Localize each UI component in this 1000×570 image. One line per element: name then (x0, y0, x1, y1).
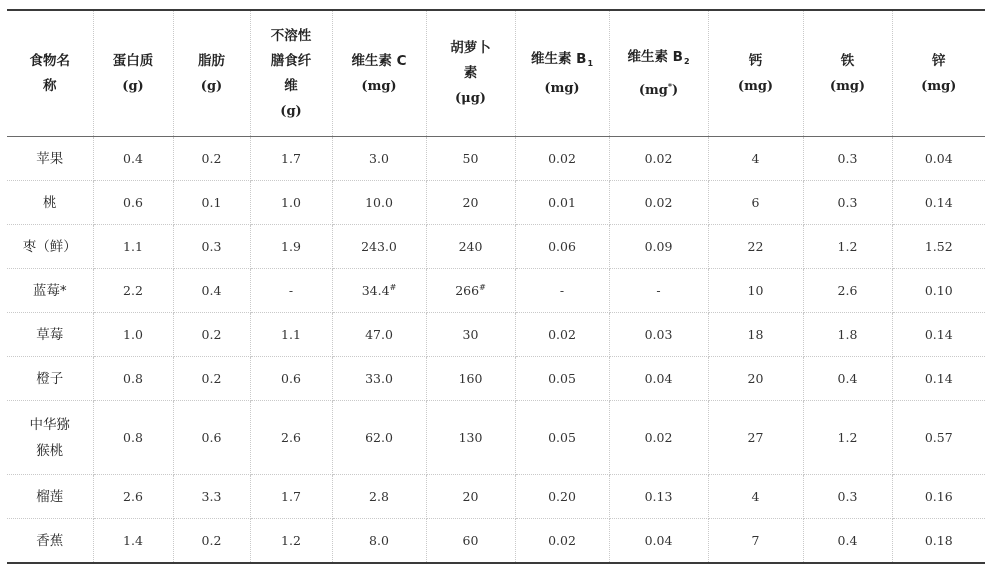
cell-protein (93, 519, 173, 564)
cell-vitamin-b2 (609, 137, 708, 181)
header-label (610, 45, 708, 74)
cell-vitamin-b2 (609, 225, 708, 269)
cell-vitamin-b2 (609, 401, 708, 475)
cell-value: - (288, 283, 294, 298)
cell-vitamin-b2 (609, 357, 708, 401)
cell-calcium (708, 313, 803, 357)
header-fat (173, 10, 250, 137)
cell-vitamin-b1 (515, 475, 609, 519)
cell-zinc (892, 401, 985, 475)
header-iron (803, 10, 892, 137)
cell-value: 0.2 (201, 371, 222, 386)
cell-carotene (426, 313, 515, 357)
header-label-text: 维生素 B (530, 50, 587, 67)
cell-value: 2.2 (123, 283, 143, 298)
cell-calcium (708, 519, 803, 564)
cell-value: 4 (751, 151, 760, 166)
cell-zinc (892, 181, 985, 225)
header-vitamin-c (332, 10, 426, 137)
cell-value: 1.1 (281, 327, 301, 342)
cell-insoluble-fiber (250, 225, 332, 269)
cell-carotene (426, 401, 515, 475)
cell-value: 1.52 (924, 239, 953, 254)
header-vitamin-b2 (609, 10, 708, 137)
cell-value: 0.10 (924, 283, 953, 298)
cell-value: 0.18 (924, 533, 953, 548)
cell-iron (803, 225, 892, 269)
cell-value: 0.8 (123, 430, 143, 445)
cell-value: 1.4 (123, 533, 143, 548)
cell-value: 0.4 (123, 151, 143, 166)
cell-value: 0.02 (548, 533, 576, 548)
header-unit: (g) (200, 78, 223, 94)
cell-value: 1.0 (281, 195, 301, 210)
cell-protein (93, 225, 173, 269)
header-unit: (g) (280, 103, 302, 119)
header-label: 食物名 (29, 52, 70, 69)
cell-value: 3.0 (369, 151, 389, 166)
cell-vitamin-c (332, 519, 426, 564)
cell-calcium (708, 181, 803, 225)
cell-value: 1.2 (837, 430, 858, 445)
cell-carotene (426, 357, 515, 401)
cell-iron (803, 313, 892, 357)
header-label: 脂肪 (198, 52, 225, 69)
cell-value: 0.2 (201, 151, 222, 166)
cell-fat (173, 475, 250, 519)
cell-calcium (708, 357, 803, 401)
cell-iron (803, 181, 892, 225)
header-label: 铁 (840, 52, 855, 69)
table-row (7, 225, 985, 269)
cell-vitamin-c (332, 475, 426, 519)
table-row (7, 313, 985, 357)
cell-value: 1.8 (837, 327, 858, 342)
cell-value: 20 (462, 489, 479, 504)
cell-vitamin-c (332, 269, 426, 313)
cell-value: 22 (747, 239, 764, 254)
cell-value: 0.6 (201, 430, 222, 445)
cell-protein (93, 269, 173, 313)
cell-value: 1.7 (281, 151, 301, 166)
cell-protein (93, 137, 173, 181)
cell-value: 160 (458, 371, 483, 386)
cell-value: 33.0 (365, 371, 393, 386)
header-label: 膳食纤 (270, 52, 312, 69)
cell-value: 1.2 (281, 533, 301, 548)
header-unit-end: ) (672, 82, 679, 98)
cell-value: 2.6 (281, 430, 301, 445)
cell-food-name: 榴莲 (7, 475, 93, 519)
header-zinc (892, 10, 985, 137)
cell-zinc (892, 357, 985, 401)
cell-iron (803, 269, 892, 313)
cell-iron (803, 519, 892, 564)
header-unit-text: (mg (638, 82, 668, 98)
cell-food-name: 香蕉 (7, 519, 93, 564)
cell-fat (173, 181, 250, 225)
cell-fat (173, 137, 250, 181)
cell-vitamin-b1 (515, 357, 609, 401)
header-label: 维生素 C (351, 52, 407, 69)
cell-value: 50 (462, 151, 479, 166)
cell-vitamin-b1 (515, 401, 609, 475)
header-unit: (g) (122, 78, 144, 94)
cell-value: - (656, 283, 661, 298)
cell-value: 1.0 (123, 327, 143, 342)
table-row (7, 181, 985, 225)
nutrition-table (7, 9, 985, 564)
food-name-line: 猴桃 (36, 442, 64, 459)
cell-food-name: 枣（鲜） (7, 225, 93, 269)
cell-food-name: 橙子 (7, 357, 93, 401)
cell-calcium (708, 401, 803, 475)
cell-fat (173, 269, 250, 313)
cell-protein (93, 475, 173, 519)
cell-value: 0.14 (924, 327, 953, 342)
cell-value: 4 (751, 489, 760, 504)
cell-vitamin-b2 (609, 181, 708, 225)
cell-food-name (7, 401, 93, 475)
cell-food-name: 草莓 (7, 313, 93, 357)
cell-food-name: 桃 (7, 181, 93, 225)
cell-value: 1.7 (281, 489, 301, 504)
cell-protein (93, 313, 173, 357)
cell-food-name: 蓝莓* (7, 269, 93, 313)
header-carotene (426, 10, 515, 137)
food-name-line: 中华猕 (29, 416, 70, 433)
cell-value: 0.02 (644, 430, 673, 445)
cell-carotene (426, 181, 515, 225)
cell-value: 0.3 (837, 489, 858, 504)
cell-value: 0.02 (548, 327, 576, 342)
cell-value: 0.4 (837, 371, 858, 386)
cell-value: 10 (747, 283, 764, 298)
cell-value: 47.0 (365, 327, 393, 342)
header-label: 素 (463, 65, 478, 81)
cell-value: 30 (462, 327, 479, 342)
cell-value: 0.02 (548, 151, 576, 166)
cell-value: 2.8 (369, 489, 389, 504)
cell-value: 0.04 (644, 371, 673, 386)
cell-value: 1.1 (123, 239, 143, 254)
cell-vitamin-b1 (515, 269, 609, 313)
cell-value: 0.02 (644, 195, 673, 210)
cell-vitamin-c (332, 181, 426, 225)
header-unit: (mg) (921, 78, 957, 94)
cell-value: 0.6 (281, 371, 301, 386)
cell-value: 0.4 (201, 283, 222, 298)
cell-vitamin-c (332, 137, 426, 181)
cell-value: 60 (462, 533, 479, 548)
cell-footnote-mark: # (389, 283, 397, 292)
cell-vitamin-b1 (515, 181, 609, 225)
header-label: 不溶性 (270, 27, 312, 44)
header-subscript: 2 (683, 56, 690, 66)
cell-value: 0.4 (837, 533, 858, 548)
cell-calcium (708, 225, 803, 269)
cell-vitamin-b1 (515, 519, 609, 564)
cell-value: 8.0 (369, 533, 389, 548)
cell-value: 0.03 (644, 327, 673, 342)
cell-value: 0.3 (201, 239, 222, 254)
cell-vitamin-c (332, 401, 426, 475)
cell-value: 18 (747, 327, 764, 342)
header-calcium (708, 10, 803, 137)
cell-insoluble-fiber (250, 357, 332, 401)
cell-carotene (426, 269, 515, 313)
header-food-name (7, 10, 93, 137)
cell-value: 20 (747, 371, 764, 386)
cell-value: 7 (751, 533, 760, 548)
cell-value: 0.02 (644, 151, 673, 166)
cell-insoluble-fiber (250, 313, 332, 357)
cell-protein (93, 181, 173, 225)
header-vitamin-b1 (515, 10, 609, 137)
cell-value: 0.06 (548, 239, 576, 254)
cell-value: 27 (747, 430, 764, 445)
cell-fat (173, 401, 250, 475)
cell-value: 0.3 (837, 151, 858, 166)
table-row (7, 357, 985, 401)
cell-value: 0.16 (924, 489, 953, 504)
cell-vitamin-c (332, 225, 426, 269)
cell-iron (803, 357, 892, 401)
cell-vitamin-b1 (515, 137, 609, 181)
cell-value: 0.57 (924, 430, 953, 445)
header-unit: (mg) (361, 78, 397, 94)
header-insoluble-fiber (250, 10, 332, 137)
cell-fat (173, 357, 250, 401)
cell-value: 240 (458, 239, 483, 254)
header-superscript: * (667, 80, 673, 91)
table-row (7, 401, 985, 475)
cell-zinc (892, 225, 985, 269)
cell-calcium (708, 269, 803, 313)
cell-calcium (708, 475, 803, 519)
cell-zinc (892, 269, 985, 313)
cell-value: 130 (458, 430, 483, 445)
cell-vitamin-b1 (515, 225, 609, 269)
cell-iron (803, 401, 892, 475)
cell-insoluble-fiber (250, 519, 332, 564)
header-subscript: 1 (587, 58, 594, 68)
cell-value: 0.14 (924, 195, 953, 210)
cell-zinc (892, 519, 985, 564)
header-label: 钙 (748, 52, 763, 69)
cell-value: 0.3 (837, 195, 858, 210)
cell-vitamin-b2 (609, 475, 708, 519)
cell-vitamin-b1 (515, 313, 609, 357)
table-row (7, 137, 985, 181)
cell-value: 6 (751, 195, 760, 210)
cell-value: 266 (455, 283, 480, 298)
cell-value: 3.3 (201, 489, 222, 504)
cell-value: 0.2 (201, 533, 222, 548)
cell-value: 0.13 (644, 489, 673, 504)
cell-value: 0.1 (201, 195, 222, 210)
cell-value: 0.8 (123, 371, 143, 386)
cell-zinc (892, 475, 985, 519)
header-label (516, 47, 609, 76)
cell-value: 0.2 (201, 327, 222, 342)
cell-calcium (708, 137, 803, 181)
header-unit: (mg) (737, 78, 774, 94)
cell-value: 10.0 (365, 195, 393, 210)
header-unit: (mg) (829, 78, 866, 94)
cell-fat (173, 519, 250, 564)
header-unit: (μg) (455, 91, 486, 106)
cell-vitamin-b2 (609, 313, 708, 357)
header-unit (610, 74, 708, 103)
cell-carotene (426, 137, 515, 181)
cell-fat (173, 313, 250, 357)
cell-zinc (892, 313, 985, 357)
cell-value: 1.9 (281, 239, 301, 254)
cell-zinc (892, 137, 985, 181)
cell-carotene (426, 519, 515, 564)
cell-insoluble-fiber (250, 475, 332, 519)
table-body (7, 137, 985, 564)
cell-footnote-mark: # (479, 283, 486, 292)
cell-value: 0.6 (123, 195, 143, 210)
table-header (7, 10, 985, 137)
header-protein (93, 10, 173, 137)
cell-value: 2.6 (123, 489, 143, 504)
header-label: 锌 (932, 52, 946, 69)
cell-value: 1.2 (837, 239, 858, 254)
header-label: 胡萝卜 (450, 40, 491, 56)
cell-vitamin-c (332, 357, 426, 401)
header-label: 蛋白质 (112, 52, 154, 69)
cell-value: 62.0 (365, 430, 393, 445)
cell-value: - (559, 283, 565, 298)
header-row (7, 10, 985, 137)
header-label: 维 (284, 77, 298, 94)
cell-value: 0.14 (924, 371, 953, 386)
cell-iron (803, 475, 892, 519)
cell-iron (803, 137, 892, 181)
cell-insoluble-fiber (250, 401, 332, 475)
table-row (7, 269, 985, 313)
cell-insoluble-fiber (250, 137, 332, 181)
cell-insoluble-fiber (250, 269, 332, 313)
cell-vitamin-c (332, 313, 426, 357)
cell-value: 0.01 (548, 195, 576, 210)
table-row (7, 519, 985, 564)
cell-value: 2.6 (837, 283, 858, 298)
cell-insoluble-fiber (250, 181, 332, 225)
header-label-text: 维生素 B (627, 48, 683, 65)
cell-food-name: 苹果 (7, 137, 93, 181)
cell-value: 243.0 (361, 239, 397, 254)
cell-value: 0.05 (548, 371, 576, 386)
header-label: 称 (43, 77, 57, 94)
cell-vitamin-b2 (609, 269, 708, 313)
cell-protein (93, 357, 173, 401)
cell-value: 20 (462, 195, 479, 210)
cell-vitamin-b2 (609, 519, 708, 564)
cell-value: 0.04 (924, 151, 953, 166)
cell-value: 0.20 (548, 489, 576, 504)
cell-carotene (426, 475, 515, 519)
cell-protein (93, 401, 173, 475)
cell-fat (173, 225, 250, 269)
header-unit: (mg) (544, 80, 580, 96)
cell-value: 34.4 (361, 283, 390, 298)
cell-carotene (426, 225, 515, 269)
cell-value: 0.09 (644, 239, 673, 254)
cell-value: 0.05 (548, 430, 576, 445)
cell-value: 0.04 (644, 533, 673, 548)
table-row (7, 475, 985, 519)
